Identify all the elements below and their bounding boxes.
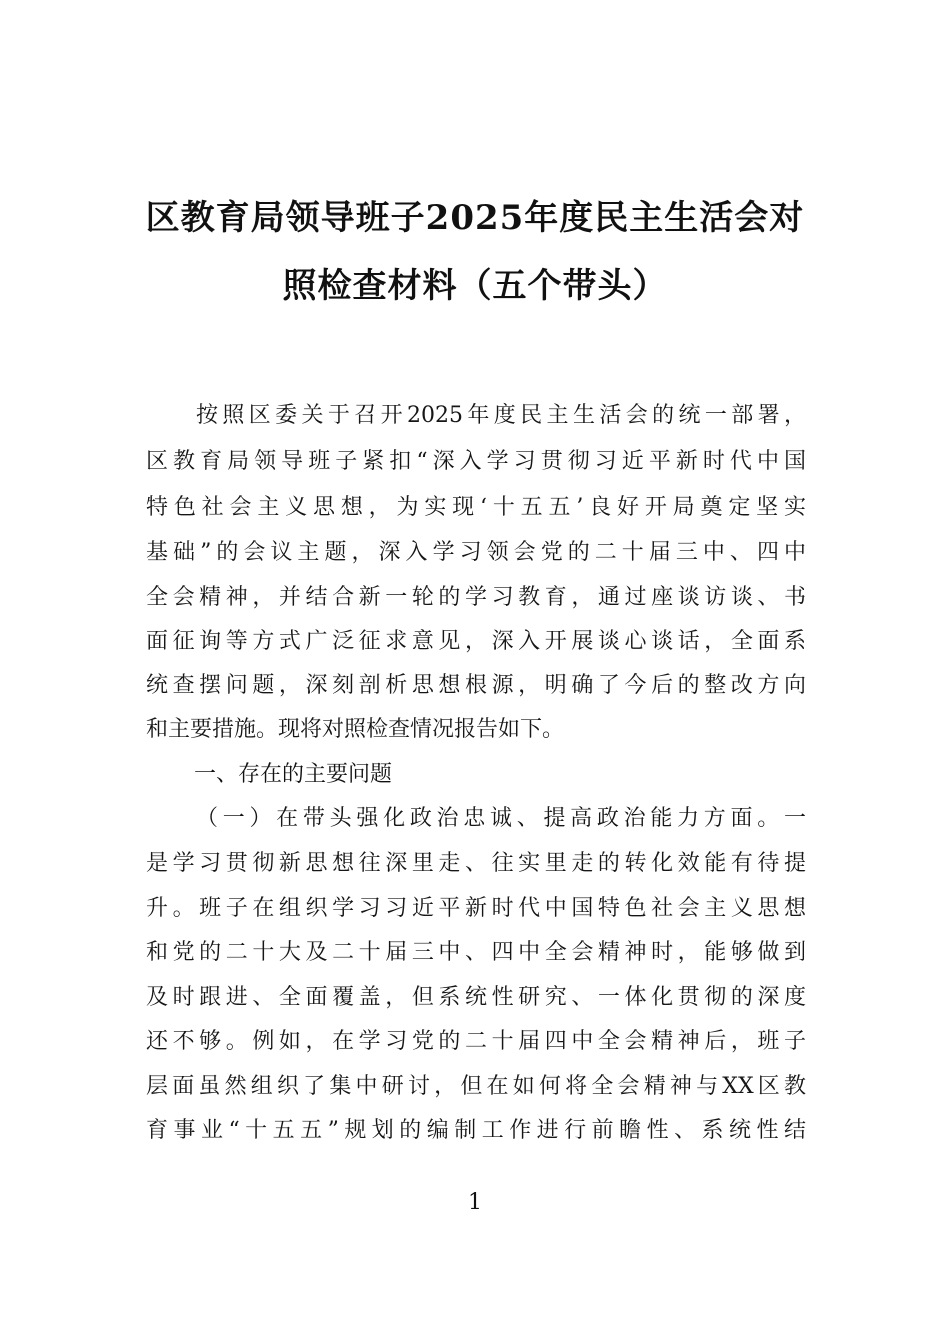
intro-line-4: 基础”的会议主题，深入学习领会党的二十届三中、四中 bbox=[146, 540, 806, 565]
intro-line-6: 面征询等方式广泛征求意见，深入开展谈心谈话，全面系 bbox=[146, 629, 806, 654]
subsection-line-7: 层面虽然组织了集中研讨，但在如何将全会精神与XX区教 bbox=[146, 1074, 806, 1099]
section-heading: 一、存在的主要问题 bbox=[194, 762, 393, 787]
subsection-line-4: 和党的二十大及二十届三中、四中全会精神时，能够做到 bbox=[146, 940, 806, 965]
document-title-line1: 区教育局领导班子2025年度民主生活会对 bbox=[145, 198, 805, 238]
subsection-line-1: （一）在带头强化政治忠诚、提高政治能力方面。一 bbox=[196, 806, 806, 831]
intro-line-2: 区教育局领导班子紧扣“深入学习贯彻习近平新时代中国 bbox=[146, 449, 806, 474]
intro-line-1: 按照区委关于召开2025年度民主生活会的统一部署， bbox=[196, 403, 806, 428]
subsection-line-3: 升。班子在组织学习习近平新时代中国特色社会主义思想 bbox=[146, 896, 806, 921]
subsection-line-6: 还不够。例如，在学习党的二十届四中全会精神后，班子 bbox=[146, 1029, 806, 1054]
intro-line-5: 全会精神，并结合新一轮的学习教育，通过座谈访谈、书 bbox=[146, 585, 806, 610]
subsection-line-5: 及时跟进、全面覆盖，但系统性研究、一体化贯彻的深度 bbox=[146, 985, 806, 1010]
subsection-line-8: 育事业“十五五”规划的编制工作进行前瞻性、系统性结 bbox=[146, 1118, 806, 1143]
document-title-line2: 照检查材料（五个带头） bbox=[282, 266, 668, 306]
subsection-line-2: 是学习贯彻新思想往深里走、往实里走的转化效能有待提 bbox=[146, 851, 806, 876]
page-number: 1 bbox=[468, 1190, 482, 1215]
intro-line-3: 特色社会主义思想，为实现‘十五五’良好开局奠定坚实 bbox=[146, 495, 806, 520]
intro-line-8: 和主要措施。现将对照检查情况报告如下。 bbox=[146, 717, 565, 742]
intro-line-7: 统查摆问题，深刻剖析思想根源，明确了今后的整改方向 bbox=[146, 673, 806, 698]
